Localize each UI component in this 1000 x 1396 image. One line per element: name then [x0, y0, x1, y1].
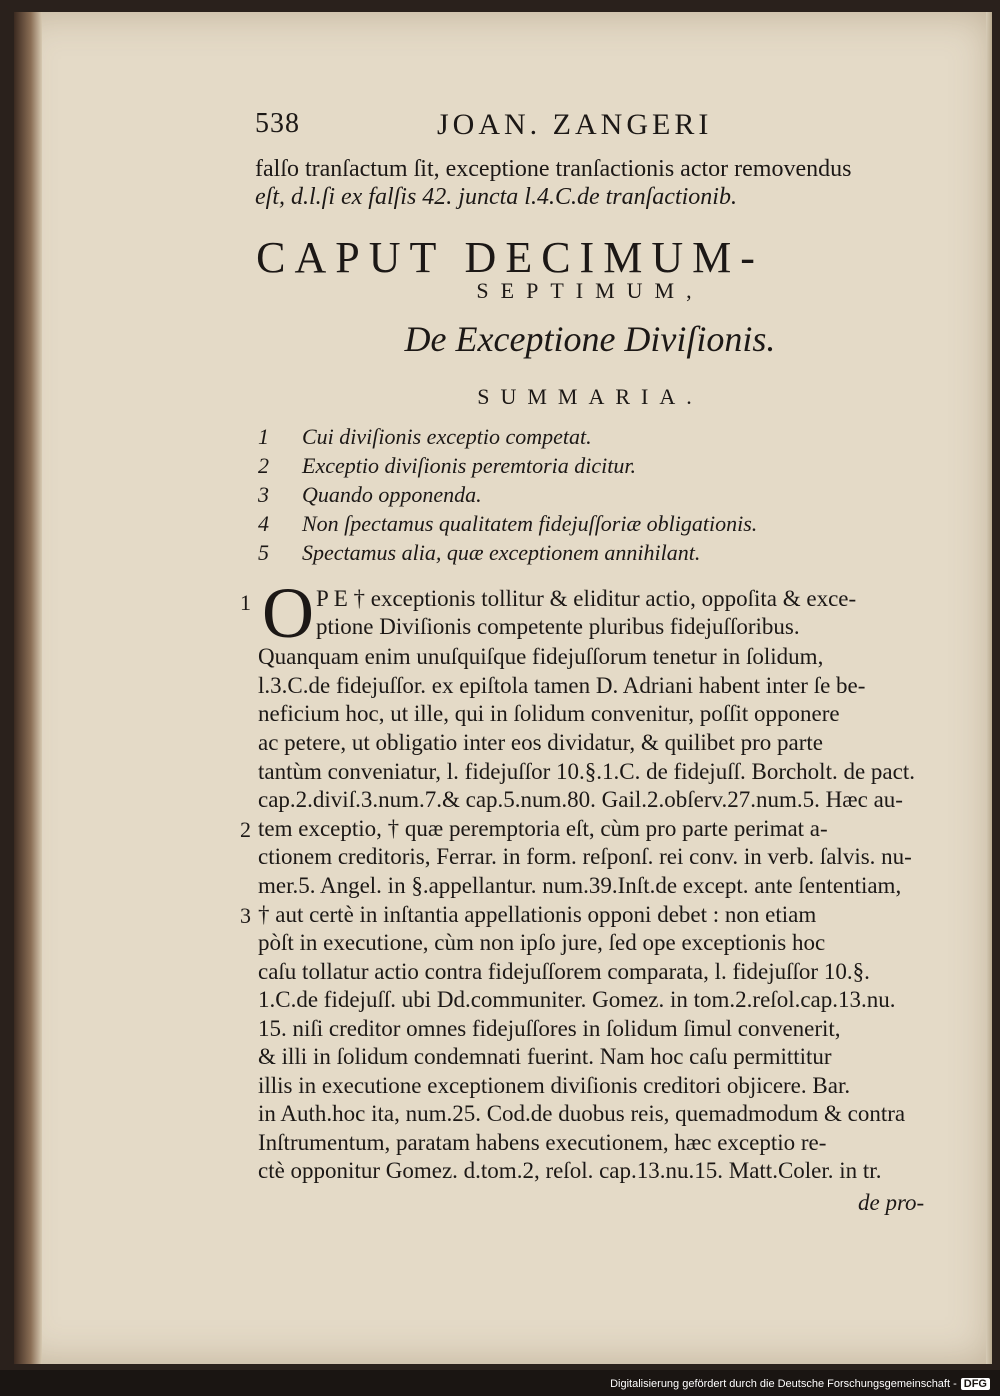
body-line: caſu tollatur actio contra fidejuſſorem comparata, l. fidejuſſor 10.§.	[258, 959, 870, 984]
body-line: mer.5. Angel. in §.appellantur. num.39.Inſt.de except. ante ſententiam,	[258, 873, 902, 898]
margin-number: 3	[240, 903, 251, 928]
summary-item-text: Non ſpectamus qualitatem fidejuſſoriæ obligationis.	[302, 511, 758, 536]
intro-line: eſt, d.l.ſi ex falſis 42. juncta l.4.C.de tranſactionib.	[255, 184, 737, 210]
catchword: de pro-	[858, 1190, 925, 1215]
summary-item-number: 5	[258, 540, 269, 565]
body-line: Inſtrumentum, paratam habens executionem, hæc exceptio re-	[258, 1130, 827, 1155]
digitization-footer	[610, 1378, 990, 1390]
body-line: 15. niſi creditor omnes fidejuſſores in ſolidum ſimul convenerit,	[258, 1016, 841, 1041]
summary-item-number: 3	[258, 482, 269, 507]
book-gutter	[14, 12, 42, 1364]
body-line: ptione Diviſionis competente pluribus fidejuſſoribus.	[316, 614, 800, 639]
summary-item	[258, 511, 757, 537]
summaria-heading: SUMMARIA.	[477, 384, 703, 409]
intro-line: falſo tranſactum ſit, exceptione tranſactionis actor removendus	[255, 156, 852, 182]
running-header	[255, 108, 935, 148]
summary-item	[258, 453, 636, 479]
body-line: ctionem creditoris, Ferrar. in form. reſponſ. rei conv. in verb. ſalvis. nu-	[258, 844, 912, 869]
summary-item	[258, 424, 592, 450]
margin-number: 2	[240, 817, 251, 842]
footer-text: Digitalisierung gefördert durch die Deutsche Forschungsgemeinschaft -	[610, 1378, 957, 1390]
body-line: cap.2.diviſ.3.num.7.& cap.5.num.80. Gail.2.obſerv.27.num.5. Hæc au-	[258, 787, 903, 812]
chapter-subtitle: De Exceptione Diviſionis.	[404, 319, 776, 359]
running-title: JOAN. ZANGERI	[437, 108, 713, 141]
body-line: 1.C.de fidejuſſ. ubi Dd.communiter. Gomez. in tom.2.reſol.cap.13.nu.	[258, 987, 896, 1012]
body-line: tem exceptio, † quæ peremptoria eſt, cùm pro parte perimat a-	[258, 816, 828, 841]
summary-item-text: Exceptio diviſionis peremtoria dicitur.	[302, 453, 637, 478]
page-number: 538	[255, 108, 300, 139]
body-line: illis in executione exceptionem diviſionis creditori objicere. Bar.	[258, 1073, 851, 1098]
body-line: ctè opponitur Gomez. d.tom.2, reſol. cap.13.nu.15. Matt.Coler. in tr.	[258, 1158, 882, 1183]
chapter-title: CAPUT DECIMUM-	[256, 233, 764, 282]
body-line: pòſt in executione, cùm non ipſo jure, ſed ope exceptionis hoc	[258, 930, 826, 955]
summary-item-number: 1	[258, 424, 269, 449]
summary-item	[258, 540, 700, 566]
summary-item-text: Cui diviſionis exceptio competat.	[302, 424, 592, 449]
body-line: Quanquam enim unuſquiſque fidejuſſorum tenetur in ſolidum,	[258, 644, 824, 669]
body-line: P E † exceptionis tollitur & eliditur actio, oppoſita & exce-	[316, 586, 857, 611]
body-line: † aut certè in inſtantia appellationis opponi debet : non etiam	[258, 902, 817, 927]
summary-item-text: Spectamus alia, quæ exceptionem annihilant.	[302, 540, 701, 565]
body-line: tantùm conveniatur, l. fidejuſſor 10.§.1.C. de fidejuſſ. Borcholt. de pact.	[258, 759, 915, 784]
margin-number: 1	[240, 590, 251, 615]
summary-item-number: 4	[258, 511, 269, 536]
page-edge	[986, 12, 992, 1364]
chapter-title-line2: SEPTIMUM,	[476, 278, 704, 303]
body-line: & illi in ſolidum condemnati fuerint. Nam hoc caſu permittitur	[258, 1044, 832, 1069]
drop-cap: O	[262, 573, 314, 653]
body-line: in Auth.hoc ita, num.25. Cod.de duobus reis, quemadmodum & contra	[258, 1101, 906, 1126]
summary-item	[258, 482, 482, 508]
dfg-logo: DFG	[961, 1378, 990, 1390]
body-line: l.3.C.de fidejuſſor. ex epiſtola tamen D. Adriani habent inter ſe be-	[258, 673, 866, 698]
summary-item-number: 2	[258, 453, 269, 478]
body-line: ac petere, ut obligatio inter eos dividatur, & quilibet pro parte	[258, 730, 823, 755]
body-line: neficium hoc, ut ille, qui in ſolidum convenitur, poſſit opponere	[258, 701, 840, 726]
summary-item-text: Quando opponenda.	[302, 482, 482, 507]
